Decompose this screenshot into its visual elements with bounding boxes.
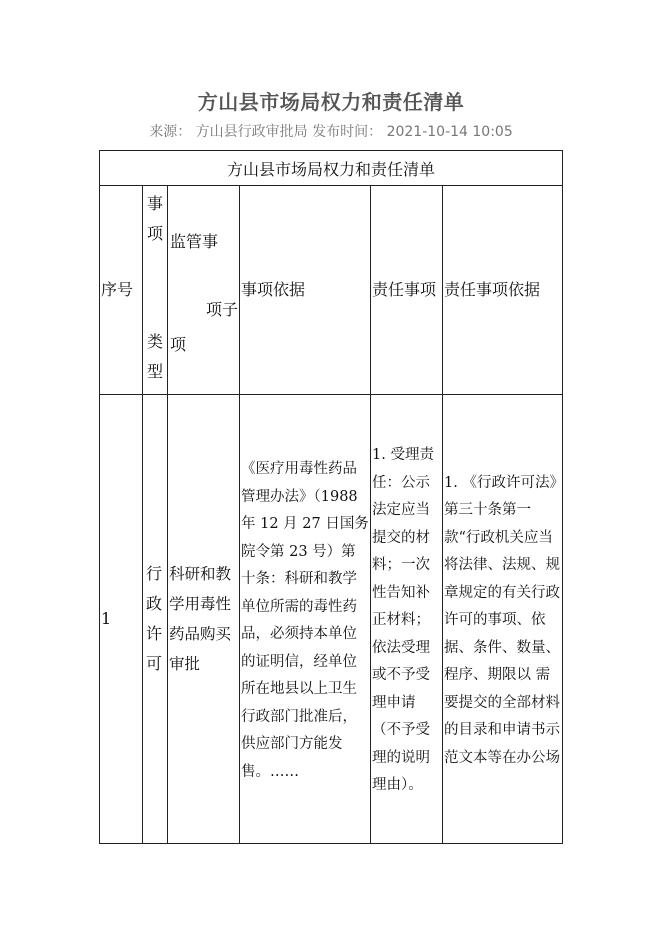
- row-duty-basis-text: 1. 《行政许可法》第三十条第一款“行政机关应当将法律、法规、规章规定的有关行政许可的事项、依据、条件、数量、程序、期限以 需要提交的全部材料的目录和申请书示范文本等在办公场: [444, 474, 560, 766]
- table-header-row: [100, 186, 563, 395]
- row-duty-text: 1. 受理责任：公示法定应当提交的材料；一次性告知补正材料；依法受理或不予受理申请（不予受理的说明理由）。: [372, 447, 434, 794]
- header-type-char: 型: [147, 362, 164, 381]
- row-type-char: 行: [146, 564, 163, 583]
- row-type: [143, 395, 168, 844]
- table-row: [100, 395, 563, 844]
- header-seq: 序号: [100, 186, 143, 395]
- source-and-date: 来源： 方山县行政审批局 发布时间： 2021-10-14 10:05: [149, 124, 513, 140]
- row-type-char: 政: [146, 594, 163, 613]
- header-type-char: 类: [147, 332, 164, 351]
- header-duty: 责任事项: [371, 186, 443, 395]
- header-type-char: 项: [147, 224, 164, 243]
- header-item-sub-a: 项子: [206, 300, 239, 319]
- row-type-char: 可: [146, 654, 163, 673]
- header-item-sub-b: 项: [170, 335, 187, 354]
- header-item: [168, 186, 240, 395]
- row-item-text: 科研和教学用毒性药品购买审批: [169, 565, 232, 673]
- row-type-char: 许: [146, 624, 163, 643]
- header-duty-basis: 责任事项依据: [443, 186, 563, 395]
- header-item-top: 监管事: [170, 232, 219, 251]
- row-seq: 1: [100, 395, 143, 844]
- power-responsibility-table: [99, 150, 563, 844]
- header-type-char: 事: [147, 194, 164, 213]
- header-type: [143, 186, 168, 395]
- page-title: 方山县市场局权力和责任清单: [197, 90, 465, 114]
- row-duty-basis: [443, 395, 563, 844]
- row-duty: [371, 395, 443, 844]
- header-basis: 事项依据: [240, 186, 371, 395]
- row-basis: [240, 395, 371, 844]
- row-item: [168, 395, 240, 844]
- table-caption: 方山县市场局权力和责任清单: [100, 151, 563, 186]
- row-basis-text: 《医疗用毒性药品管理办法》（1988 年 12 月 27 日国务院令第 23 号）第十条：科研和教学单位所需的毒性药品，必须持本单位的证明信，经单位所在地县以上卫生行政部门批准后，供应部门方能发售。……: [241, 461, 369, 780]
